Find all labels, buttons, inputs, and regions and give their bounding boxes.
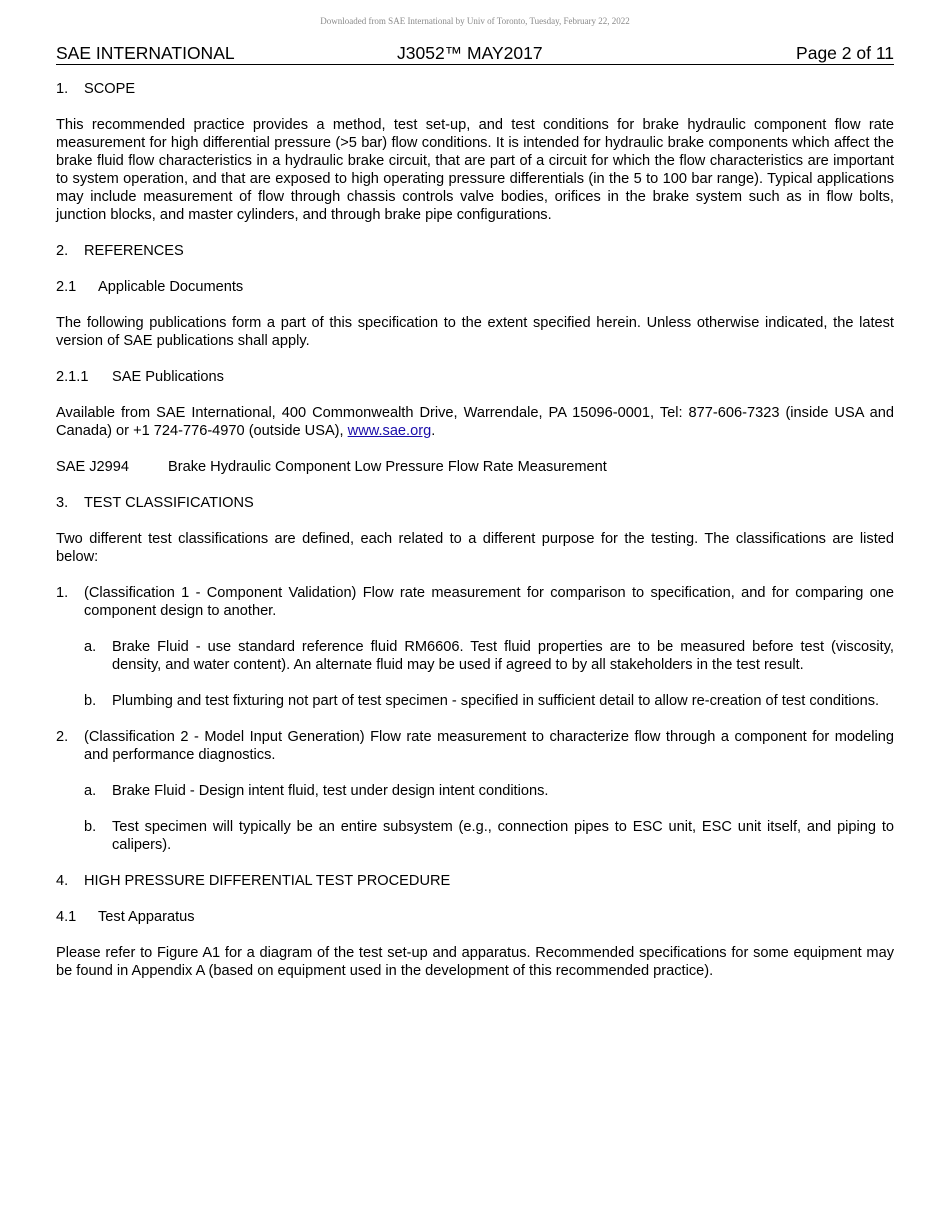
heading-scope [56, 80, 894, 98]
applicable-documents-paragraph: The following publications form a part of this specification to the extent specified herein. Unless otherwise indicated, the latest version of SAE publications shall apply. [56, 315, 894, 349]
reference-title: Brake Hydraulic Component Low Pressure Flow Rate Measurement [168, 459, 607, 475]
sae-website-link[interactable]: www.sae.org [347, 423, 432, 439]
list-item-text: (Classification 2 - Model Input Generation) Flow rate measurement to characterize flow through a component for modeling and performance diagnostics. [84, 729, 894, 763]
list-marker: 2. [56, 729, 69, 745]
list-item-text: Brake Fluid - Design intent fluid, test under design intent conditions. [112, 783, 549, 799]
heading-applicable-documents [56, 278, 894, 296]
classification-subitem [56, 782, 894, 800]
heading-sae-publications [56, 368, 894, 386]
sae-address-end: . [431, 423, 436, 439]
page-header [56, 42, 894, 65]
section-title: Applicable Documents [98, 279, 244, 295]
document-body [56, 80, 894, 998]
heading-references [56, 242, 894, 260]
section-number: 4. [56, 873, 69, 889]
classification-item [56, 728, 894, 764]
section-title: SAE Publications [112, 369, 224, 385]
download-watermark: Downloaded from SAE International by Univ of Toronto, Tuesday, February 22, 2022 [320, 16, 630, 26]
section-number: 1. [56, 81, 69, 97]
section-number: 3. [56, 495, 69, 511]
reference-entry [56, 458, 894, 476]
scope-paragraph: This recommended practice provides a method, test set-up, and test conditions for brake hydraulic component flow rate measurement for high differential pressure (>5 bar) flow conditions. It is intended for hydraulic brake components which affect the brake fluid flow characteristics in a hydraulic brake circuit, that are part of a circuit for which the flow characteristics are important to system operation, and that are exposed to high operating pressure differentials (in the 5 to 100 bar range). Typical applications may include measurement of flow through chassis controls valve bodies, orifices in the brake system such as in flow bolts, junction blocks, and master cylinders, and through brake pipe configurations. [56, 117, 894, 223]
header-doc-id: J3052™ MAY2017 [397, 43, 543, 63]
list-item-text: (Classification 1 - Component Validation) Flow rate measurement for comparison to specification, and for comparing one component design to another. [84, 585, 894, 619]
heading-test-apparatus [56, 908, 894, 926]
sae-address-text: Available from SAE International, 400 Commonwealth Drive, Warrendale, PA 15096-0001, Tel: 877-606-7323 (inside USA and Canada) or +1 724-776-4970 (outside USA), [56, 405, 894, 439]
classifications-intro: Two different test classifications are defined, each related to a different purpose for the testing. The classifications are listed below: [56, 531, 894, 565]
section-title: SCOPE [84, 81, 136, 97]
list-marker: 1. [56, 585, 69, 601]
section-number: 2.1 [56, 279, 77, 295]
section-title: REFERENCES [84, 243, 184, 259]
list-marker: a. [84, 639, 97, 655]
heading-test-procedure [56, 872, 894, 890]
section-title: TEST CLASSIFICATIONS [84, 495, 254, 511]
reference-code: SAE J2994 [56, 459, 130, 475]
header-page-number: Page 2 of 11 [796, 43, 894, 63]
sae-publications-paragraph [56, 404, 894, 440]
header-org: SAE INTERNATIONAL [56, 43, 235, 63]
test-apparatus-paragraph: Please refer to Figure A1 for a diagram of the test set-up and apparatus. Recommended specifications for some equipment may be found in Appendix A (based on equipment used in the development of this recommended practice). [56, 945, 894, 979]
classification-item [56, 584, 894, 620]
list-marker: b. [84, 693, 97, 709]
classification-subitem [56, 818, 894, 854]
list-item-text: Plumbing and test fixturing not part of test specimen - specified in sufficient detail to allow re-creation of test conditions. [112, 693, 880, 709]
section-number: 4.1 [56, 909, 77, 925]
list-item-text: Brake Fluid - use standard reference fluid RM6606. Test fluid properties are to be measured before test (viscosity, density, and water content). An alternate fluid may be used if agreed to by all stakeholders in the test result. [112, 639, 894, 673]
list-marker: b. [84, 819, 97, 835]
section-number: 2. [56, 243, 69, 259]
classification-subitem [56, 692, 894, 710]
section-title: Test Apparatus [98, 909, 195, 925]
classification-subitem [56, 638, 894, 674]
heading-test-classifications [56, 494, 894, 512]
list-item-text: Test specimen will typically be an entire subsystem (e.g., connection pipes to ESC unit, ESC unit itself, and piping to calipers). [112, 819, 894, 853]
section-number: 2.1.1 [56, 369, 89, 385]
list-marker: a. [84, 783, 97, 799]
section-title: HIGH PRESSURE DIFFERENTIAL TEST PROCEDURE [84, 873, 451, 889]
